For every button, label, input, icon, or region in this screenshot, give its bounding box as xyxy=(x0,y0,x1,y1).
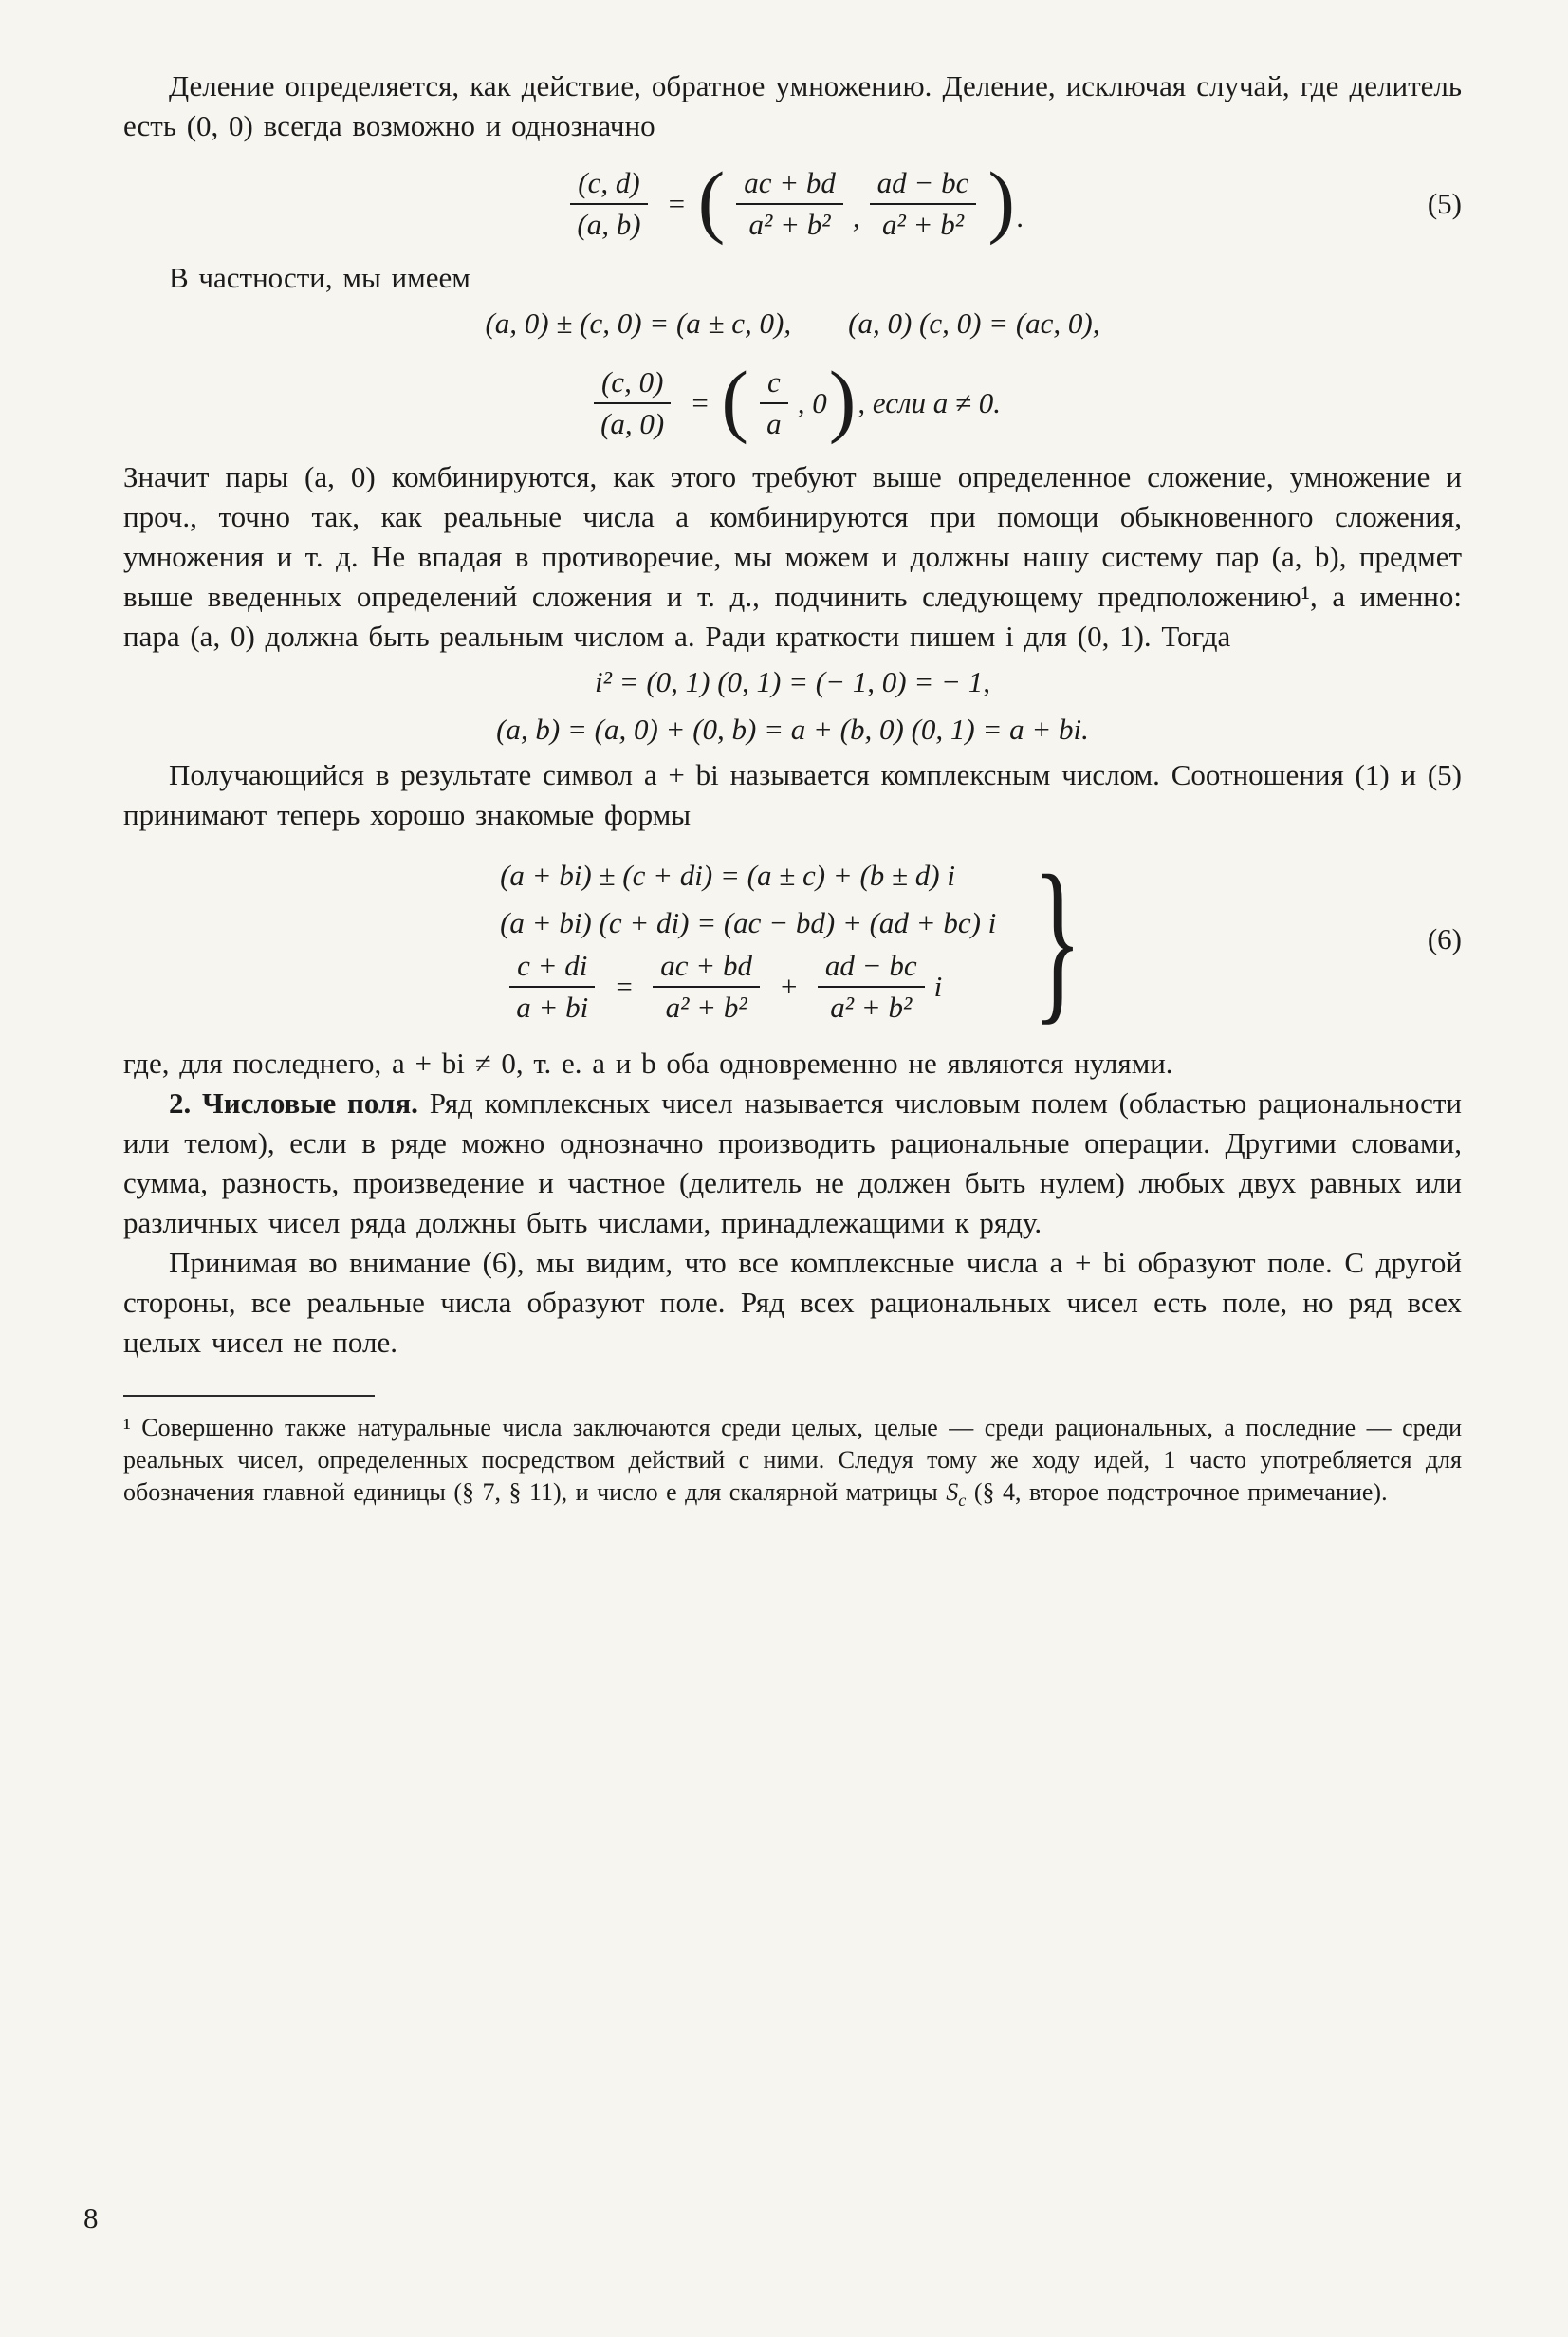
paragraph-number-fields xyxy=(123,1084,1462,1243)
paragraph-in-particular xyxy=(123,258,1462,298)
paragraph-text: где, для последнего, a + bi ≠ 0, т. е. a и b оба одновременно не являются нулями. xyxy=(123,1047,1173,1080)
footnote-text: ¹ Совершенно также натуральные числа заключаются среди целых, целые — среди рациональных, а последние — среди реальных чисел, определенных посредством действий с ними. Следуя тому же ходу идей, 1 часто употребляется для обозначения главной единицы (§ 7, § 11), и число e для скалярной матрицы xyxy=(123,1414,1462,1506)
close-paren: ) xyxy=(828,354,857,445)
formula-text: (a, 0) ± (c, 0) = (a ± c, 0), xyxy=(485,306,792,340)
paragraph-text: Деление определяется, как действие, обратное умножению. Деление, исключая случай, где делитель есть (0, 0) всегда возможно и однозначно xyxy=(123,69,1462,142)
fraction-numerator: ac + bd xyxy=(736,166,843,205)
paragraph-taking-into-account xyxy=(123,1243,1462,1363)
open-paren: ( xyxy=(721,354,748,445)
text-block xyxy=(123,66,1462,1516)
fraction-numerator: ac + bd xyxy=(653,949,760,988)
paragraph-text: Ряд комплексных чисел называется числовым полем (областью рациональности или телом), если в ряде можно однозначно производить рациональные операции. Другими словами, сумма, разность, произведение и частное (делитель не должен быть нулем) любых двух равных или различных чисел ряда должны быть числами, принадлежащими к ряду. xyxy=(123,1086,1463,1239)
fraction-denominator: (a, b) xyxy=(577,208,641,241)
paragraph-division xyxy=(123,66,1462,146)
equals-sign: = xyxy=(614,970,635,1003)
paragraph-complex-symbol xyxy=(123,755,1462,835)
paragraph-text: Значит пары (a, 0) комбинируются, как этого требуют выше определенное сложение, умножение и проч., точно так, как реальные числа a комбинируются при помощи обыкновенного сложения, умножения и т. д. Не впадая в противоречие, мы можем и должны нашу систему пар (a, b), предмет выше введенных определений сложения и т. д., подчинить следующему предположению¹, а именно: пара (a, 0) должна быть реальным числом a. Ради краткости пишем i для (0, 1). Тогда xyxy=(123,460,1462,653)
fraction-denominator: a² + b² xyxy=(748,208,831,241)
fraction xyxy=(736,166,843,242)
formula-pairs-line2 xyxy=(123,354,1462,445)
fraction xyxy=(818,949,925,1025)
fraction xyxy=(653,949,760,1025)
equals-sign: = xyxy=(666,187,687,220)
equals-sign: = xyxy=(690,386,710,419)
fraction-denominator: a² + b² xyxy=(881,208,964,241)
paragraph-text: Получающийся в результате символ a + bi называется комплексным числом. Соотношения (1) и (5) принимают теперь хорошо знакомые формы xyxy=(123,758,1462,831)
fraction xyxy=(509,949,595,1025)
fraction xyxy=(594,365,671,441)
equation-number-6: (6) xyxy=(1427,922,1462,955)
formula-text: (a, 0) (c, 0) = (ac, 0), xyxy=(848,306,1100,340)
fraction-numerator: (c, 0) xyxy=(594,365,671,404)
fraction-denominator: a² + b² xyxy=(665,991,747,1024)
formula-6 xyxy=(123,837,1462,1040)
fraction-denominator: a² + b² xyxy=(830,991,913,1024)
formula-6-line3 xyxy=(500,949,996,1025)
imaginary-unit: i xyxy=(933,970,943,1003)
formula-pairs-line1 xyxy=(123,302,1462,345)
paragraph-pairs-combine xyxy=(123,457,1462,657)
fraction-numerator: c + di xyxy=(509,949,595,988)
matrix-subscript: c xyxy=(958,1491,967,1511)
formula-text: , 0 xyxy=(797,386,827,419)
paragraph-text: В частности, мы имеем xyxy=(169,261,470,294)
paragraph-text: Принимая во внимание (6), мы видим, что все комплексные числа a + bi образуют поле. С другой стороны, все реальные числа образуют поле. Ряд всех рациональных чисел есть поле, но ряд всех целых чисел не поле. xyxy=(123,1246,1462,1359)
formula-text: (a, b) = (a, 0) + (0, b) = a + (b, 0) (0, 1) = a + bi. xyxy=(496,713,1089,746)
close-paren: ) xyxy=(987,155,1015,246)
formula-text: i² = (0, 1) (0, 1) = (− 1, 0) = − 1, xyxy=(595,665,990,698)
open-paren: ( xyxy=(697,155,726,246)
formula-i-squared xyxy=(123,660,1462,704)
formula-5 xyxy=(123,155,1462,246)
condition-text: , если a ≠ 0. xyxy=(858,386,1001,419)
fraction-numerator: ad − bc xyxy=(818,949,925,988)
formula-6-body xyxy=(123,837,1462,1040)
fraction-numerator: ad − bc xyxy=(870,166,977,205)
section-heading: 2. Числовые поля. xyxy=(169,1086,418,1120)
formula-6-line2: (a + bi) (c + di) = (ac − bd) + (ad + bc) i xyxy=(500,906,997,939)
formula-6-line1: (a + bi) ± (c + di) = (a ± c) + (b ± d) i xyxy=(500,859,955,892)
formula-5-body xyxy=(123,155,1462,246)
fraction-numerator: c xyxy=(760,365,788,404)
fraction-denominator: a xyxy=(766,407,782,440)
formula-body xyxy=(123,354,1462,445)
fraction xyxy=(570,166,647,242)
plus-sign: + xyxy=(778,970,799,1003)
page-number: 8 xyxy=(83,2201,99,2235)
right-brace: } xyxy=(1033,837,1083,1040)
footnote xyxy=(123,1412,1462,1516)
footnote-divider xyxy=(123,1395,375,1397)
fraction-denominator: a + bi xyxy=(516,991,589,1024)
comma: , xyxy=(852,200,860,233)
paragraph-where-last xyxy=(123,1044,1462,1084)
fraction xyxy=(870,166,977,242)
fraction xyxy=(760,365,788,441)
fraction-numerator: (c, d) xyxy=(570,166,647,205)
formula-a-plus-bi xyxy=(123,708,1462,751)
equation-number-5: (5) xyxy=(1427,187,1462,220)
matrix-symbol: S xyxy=(946,1478,959,1506)
fraction-denominator: (a, 0) xyxy=(600,407,665,440)
formula-6-lines xyxy=(500,854,996,1025)
period: . xyxy=(1016,200,1024,233)
footnote-text: (§ 4, второе подстрочное примечание). xyxy=(966,1478,1388,1506)
